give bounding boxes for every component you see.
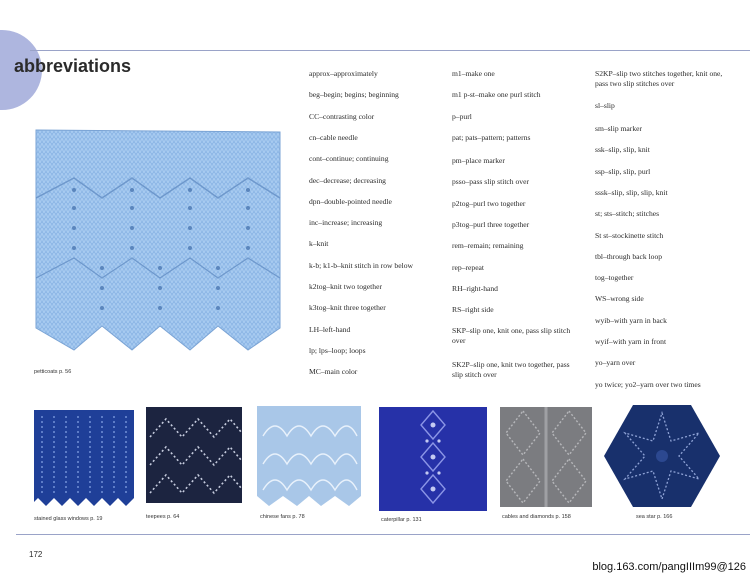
abbr-entry: rem–remain; remaining xyxy=(452,241,524,251)
cables-and-diamonds-swatch-image xyxy=(500,407,592,507)
abbr-entry: dec–decrease; decreasing xyxy=(309,175,386,185)
abbr-entry: cont–continue; continuing xyxy=(309,154,389,164)
abbr-entry: ssp–slip, slip, purl xyxy=(595,166,651,176)
caption-chinese-fans: chinese fans p. 78 xyxy=(260,514,305,520)
abbr-entry: RS–right side xyxy=(452,305,494,315)
abbr-entry: tog–together xyxy=(595,273,634,283)
abbr-entry: k-b; k1-b–knit stitch in row below xyxy=(309,260,413,270)
page-number: 172 xyxy=(29,550,43,559)
abbr-entry: psso–pass slip stitch over xyxy=(452,177,529,187)
abbr-entry: tbl–through back loop xyxy=(595,251,663,261)
abbr-entry: m1–make one xyxy=(452,69,495,78)
stained-glass-windows-swatch-image xyxy=(34,410,134,510)
abbr-entry: St st–stockinette stitch xyxy=(595,230,664,240)
abbr-entry: SKP–slip one, knit one, pass slip stitch over xyxy=(452,326,571,345)
abbr-entry: CC–contrasting color xyxy=(309,111,375,121)
caption-teepees: teepees p. 64 xyxy=(146,514,180,520)
abbr-entry: p3tog–purl three together xyxy=(452,219,530,229)
abbr-entry: sm–slip marker xyxy=(595,124,643,133)
abbr-entry: S2KP–slip two stitches together, knit one, pass two slip stitches over xyxy=(595,69,723,88)
abbr-entry: p2tog–purl two together xyxy=(452,198,526,208)
abbr-entry: m1 p-st–make one purl stitch xyxy=(452,90,541,100)
abbr-entry: beg–begin; begins; beginning xyxy=(309,90,399,100)
abbr-entry: k2tog–knit two together xyxy=(309,282,382,291)
caption-stained-glass-windows: stained glass windows p. 19 xyxy=(34,516,103,522)
abbr-entry: yo–yarn over xyxy=(595,358,636,368)
abbr-entry: lp; lps–loop; loops xyxy=(309,345,366,355)
caption-cables-and-diamonds: cables and diamonds p. 158 xyxy=(502,514,571,520)
abbr-entry: ssk–slip, slip, knit xyxy=(595,145,650,155)
watermark-text: blog.163.com/pangIIIm99@126 xyxy=(592,561,746,573)
abbr-entry: WS–wrong side xyxy=(595,294,644,304)
abbr-entry: st; sts–stitch; stitches xyxy=(595,209,660,219)
page-title: abbreviations xyxy=(14,56,132,76)
abbr-entry: RH–right-hand xyxy=(452,283,498,293)
abbr-entry: pm–place marker xyxy=(452,156,505,165)
abbr-entry: yo twice; yo2–yarn over two times xyxy=(595,379,701,389)
abbr-entry: k3tog–knit three together xyxy=(309,303,386,313)
abbr-entry: wyib–with yarn in back xyxy=(595,315,667,325)
petticoats-swatch-image xyxy=(34,128,282,360)
caption-sea-star: sea star p. 166 xyxy=(636,514,673,520)
abbr-entry: approx–approximately xyxy=(309,69,378,78)
abbr-entry: dpn–double-pointed needle xyxy=(309,196,392,206)
abbr-entry: p–purl xyxy=(452,111,472,121)
caption-petticoats: petticoats p. 56 xyxy=(34,369,72,375)
abbr-entry: k–knit xyxy=(309,239,329,249)
teepees-swatch-image xyxy=(146,407,242,503)
abbr-entry: wyif–with yarn in front xyxy=(595,337,667,346)
abbr-entry: sl–slip xyxy=(595,101,615,110)
top-rule xyxy=(30,50,750,51)
abbr-entry: MC–main color xyxy=(309,367,358,377)
caption-caterpillar: caterpillar p. 131 xyxy=(381,517,422,523)
abbr-entry: SK2P–slip one, knit two together, pass slip stitch over xyxy=(452,360,570,379)
abbr-entry: cn–cable needle xyxy=(309,132,358,142)
abbr-entry: pat; pats–pattern; patterns xyxy=(452,132,531,142)
abbr-entry: sssk–slip, slip, slip, knit xyxy=(595,187,668,197)
sea-star-swatch-image xyxy=(603,403,721,509)
abbr-entry: rep–repeat xyxy=(452,262,485,272)
abbr-entry: inc–increase; increasing xyxy=(309,218,383,228)
chinese-fans-swatch-image xyxy=(257,406,361,510)
bottom-rule xyxy=(16,534,750,535)
caterpillar-swatch-image xyxy=(379,407,487,511)
abbr-entry: LH–left-hand xyxy=(309,324,351,334)
